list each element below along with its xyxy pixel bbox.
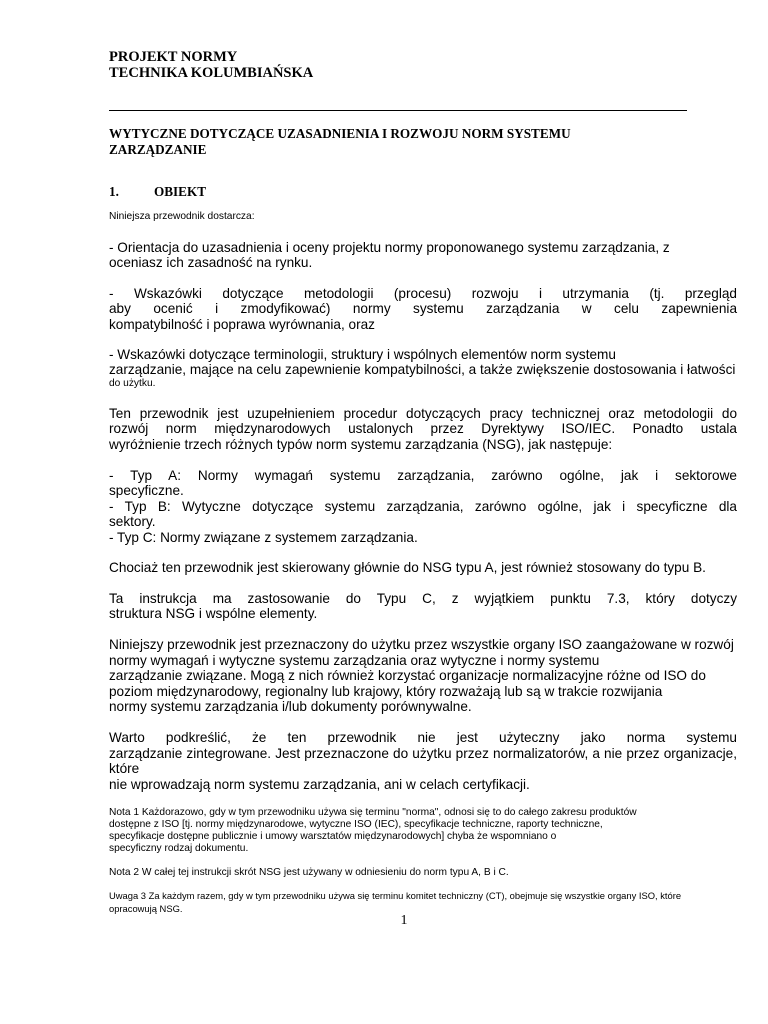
text-line: dostępne z ISO [tj. normy międzynarodowe, wytyczne ISO (IEC), specyfikacje techniczne, raporty techniczne,	[109, 818, 603, 830]
text-line: wyróżnienie trzech różnych typów norm systemu zarządzania (NSG), jak następuje:	[109, 436, 613, 452]
text-line: specyfikacje dostępne publicznie i umowy warsztatów międzynarodowych] chyba że wspomniano o	[109, 830, 557, 842]
title-line-2: ZARZĄDZANIE	[109, 142, 207, 157]
paragraph-supplement	[109, 406, 737, 452]
document-title	[109, 126, 669, 158]
section-number: 1.	[109, 184, 119, 199]
section-title: OBIEKT	[154, 184, 207, 199]
text-line: - Typ A: Normy wymagań systemu zarządzania, zarówno ogólne, jak i sektorowe	[109, 468, 737, 484]
text-line: - Typ C: Normy związane z systemem zarządzania.	[109, 529, 418, 545]
text-line: normy wymagań i wytyczne systemu zarządzania oraz wytyczne i normy systemu	[109, 652, 600, 668]
paragraph-type-a-focus	[109, 560, 737, 575]
paragraph-type-c	[109, 591, 737, 622]
section-heading	[109, 184, 206, 200]
text-line: zarządzanie zintegrowane. Jest przeznaczone do użytku przez normalizatorów, a nie przez organizacje, które	[109, 745, 737, 777]
text-line: - Orientacja do uzasadnienia i oceny projektu normy proponowanego systemu zarządzania, z	[109, 240, 670, 255]
text-line: aby ocenić i zmodyfikować) normy systemu zarządzania w celu zapewnienia	[109, 301, 737, 317]
text-line: - Wskazówki dotyczące terminologii, struktury i wspólnych elementów norm systemu	[109, 347, 616, 363]
text-line: specyficzne.	[109, 483, 184, 499]
note-2	[109, 867, 737, 879]
text-line: - Wskazówki dotyczące metodologii (procesu) rozwoju i utrzymania (tj. przegląd	[109, 285, 737, 301]
paragraph-not-integrated	[109, 730, 737, 792]
note-1	[109, 807, 737, 855]
text-line: zarządzanie związane. Mogą z nich również korzystać organizacje normalizacyjne różne od ISO do	[109, 668, 706, 684]
text-line: specyficzny rodzaj dokumentu.	[109, 842, 249, 854]
paragraph-intended-use	[109, 637, 737, 714]
text-line: Uwaga 3 Za każdym razem, gdy w tym przewodniku używa się terminu komitet techniczny (CT), obejmuje się wszystkie organy ISO, które	[109, 889, 682, 901]
text-line: Chociaż ten przewodnik jest skierowany głównie do NSG typu A, jest również stosowany do typu B.	[109, 560, 706, 576]
text-line: opracowują NSG.	[109, 902, 183, 914]
page-number: 1	[400, 913, 408, 928]
text-line: zarządzanie, mające na celu zapewnienie kompatybilności, a także zwiększenie dostosowania i łatwości	[109, 362, 736, 378]
text-line: Ten przewodnik jest uzupełnieniem procedur dotyczących pracy technicznej oraz metodologii do	[109, 405, 737, 421]
text-line: kompatybilność i poprawa wyrównania, oraz	[109, 316, 375, 332]
paragraph-types	[109, 468, 737, 545]
paragraph-terminology	[109, 347, 737, 390]
title-line-1: WYTYCZNE DOTYCZĄCE UZASADNIENIA I ROZWOJU NORM SYSTEMU	[109, 126, 571, 141]
text-line: Niniejszy przewodnik jest przeznaczony do użytku przez wszystkie organy ISO zaangażowane w rozwój	[109, 637, 734, 653]
text-line: nie wprowadzają norm systemu zarządzania, ani w celach certyfikacji.	[109, 776, 530, 792]
text-line: Nota 2 W całej tej instrukcji skrót NSG jest używany w odniesieniu do norm typu A, B i C.	[109, 866, 509, 878]
text-line: oceniasz ich zasadność na rynku.	[109, 255, 313, 271]
text-line: Ta instrukcja ma zastosowanie do Typu C, z wyjątkiem punktu 7.3, który dotyczy	[109, 590, 737, 606]
text-line: Warto podkreślić, że ten przewodnik nie jest użyteczny jako norma systemu	[109, 730, 737, 746]
paragraph-methodology	[109, 286, 737, 332]
header-line-project: PROJEKT NORMY	[109, 49, 238, 65]
document-body	[109, 211, 737, 915]
text-line: rozwój norm międzynarodowych ustalonych przez Dyrektywy ISO/IEC. Ponadto ustala	[109, 421, 737, 437]
header-line-technique: TECHNIKA KOLUMBIAŃSKA	[109, 65, 314, 81]
text-line: sektory.	[109, 514, 156, 530]
text-line: struktura NSG i wspólne elementy.	[109, 605, 318, 621]
text-line: do użytku.	[109, 377, 156, 389]
document-header	[109, 49, 313, 81]
text-line: Nota 1 Każdorazowo, gdy w tym przewodniku używa się terminu "norma", odnosi się to do całego zakresu produktów	[109, 806, 637, 818]
intro-text: Niniejsza przewodnik dostarcza:	[109, 211, 255, 222]
note-3	[109, 890, 737, 915]
header-rule	[109, 110, 687, 111]
text-line: - Typ B: Wytyczne dotyczące systemu zarządzania, zarówno ogólne, jak i specyficzne dla	[109, 498, 737, 514]
text-line: normy systemu zarządzania i/lub dokumenty porównywalne.	[109, 698, 472, 714]
paragraph-orientation	[109, 240, 737, 271]
text-line: poziom międzynarodowy, regionalny lub krajowy, który rozważają lub są w trakcie rozwijania	[109, 683, 663, 699]
